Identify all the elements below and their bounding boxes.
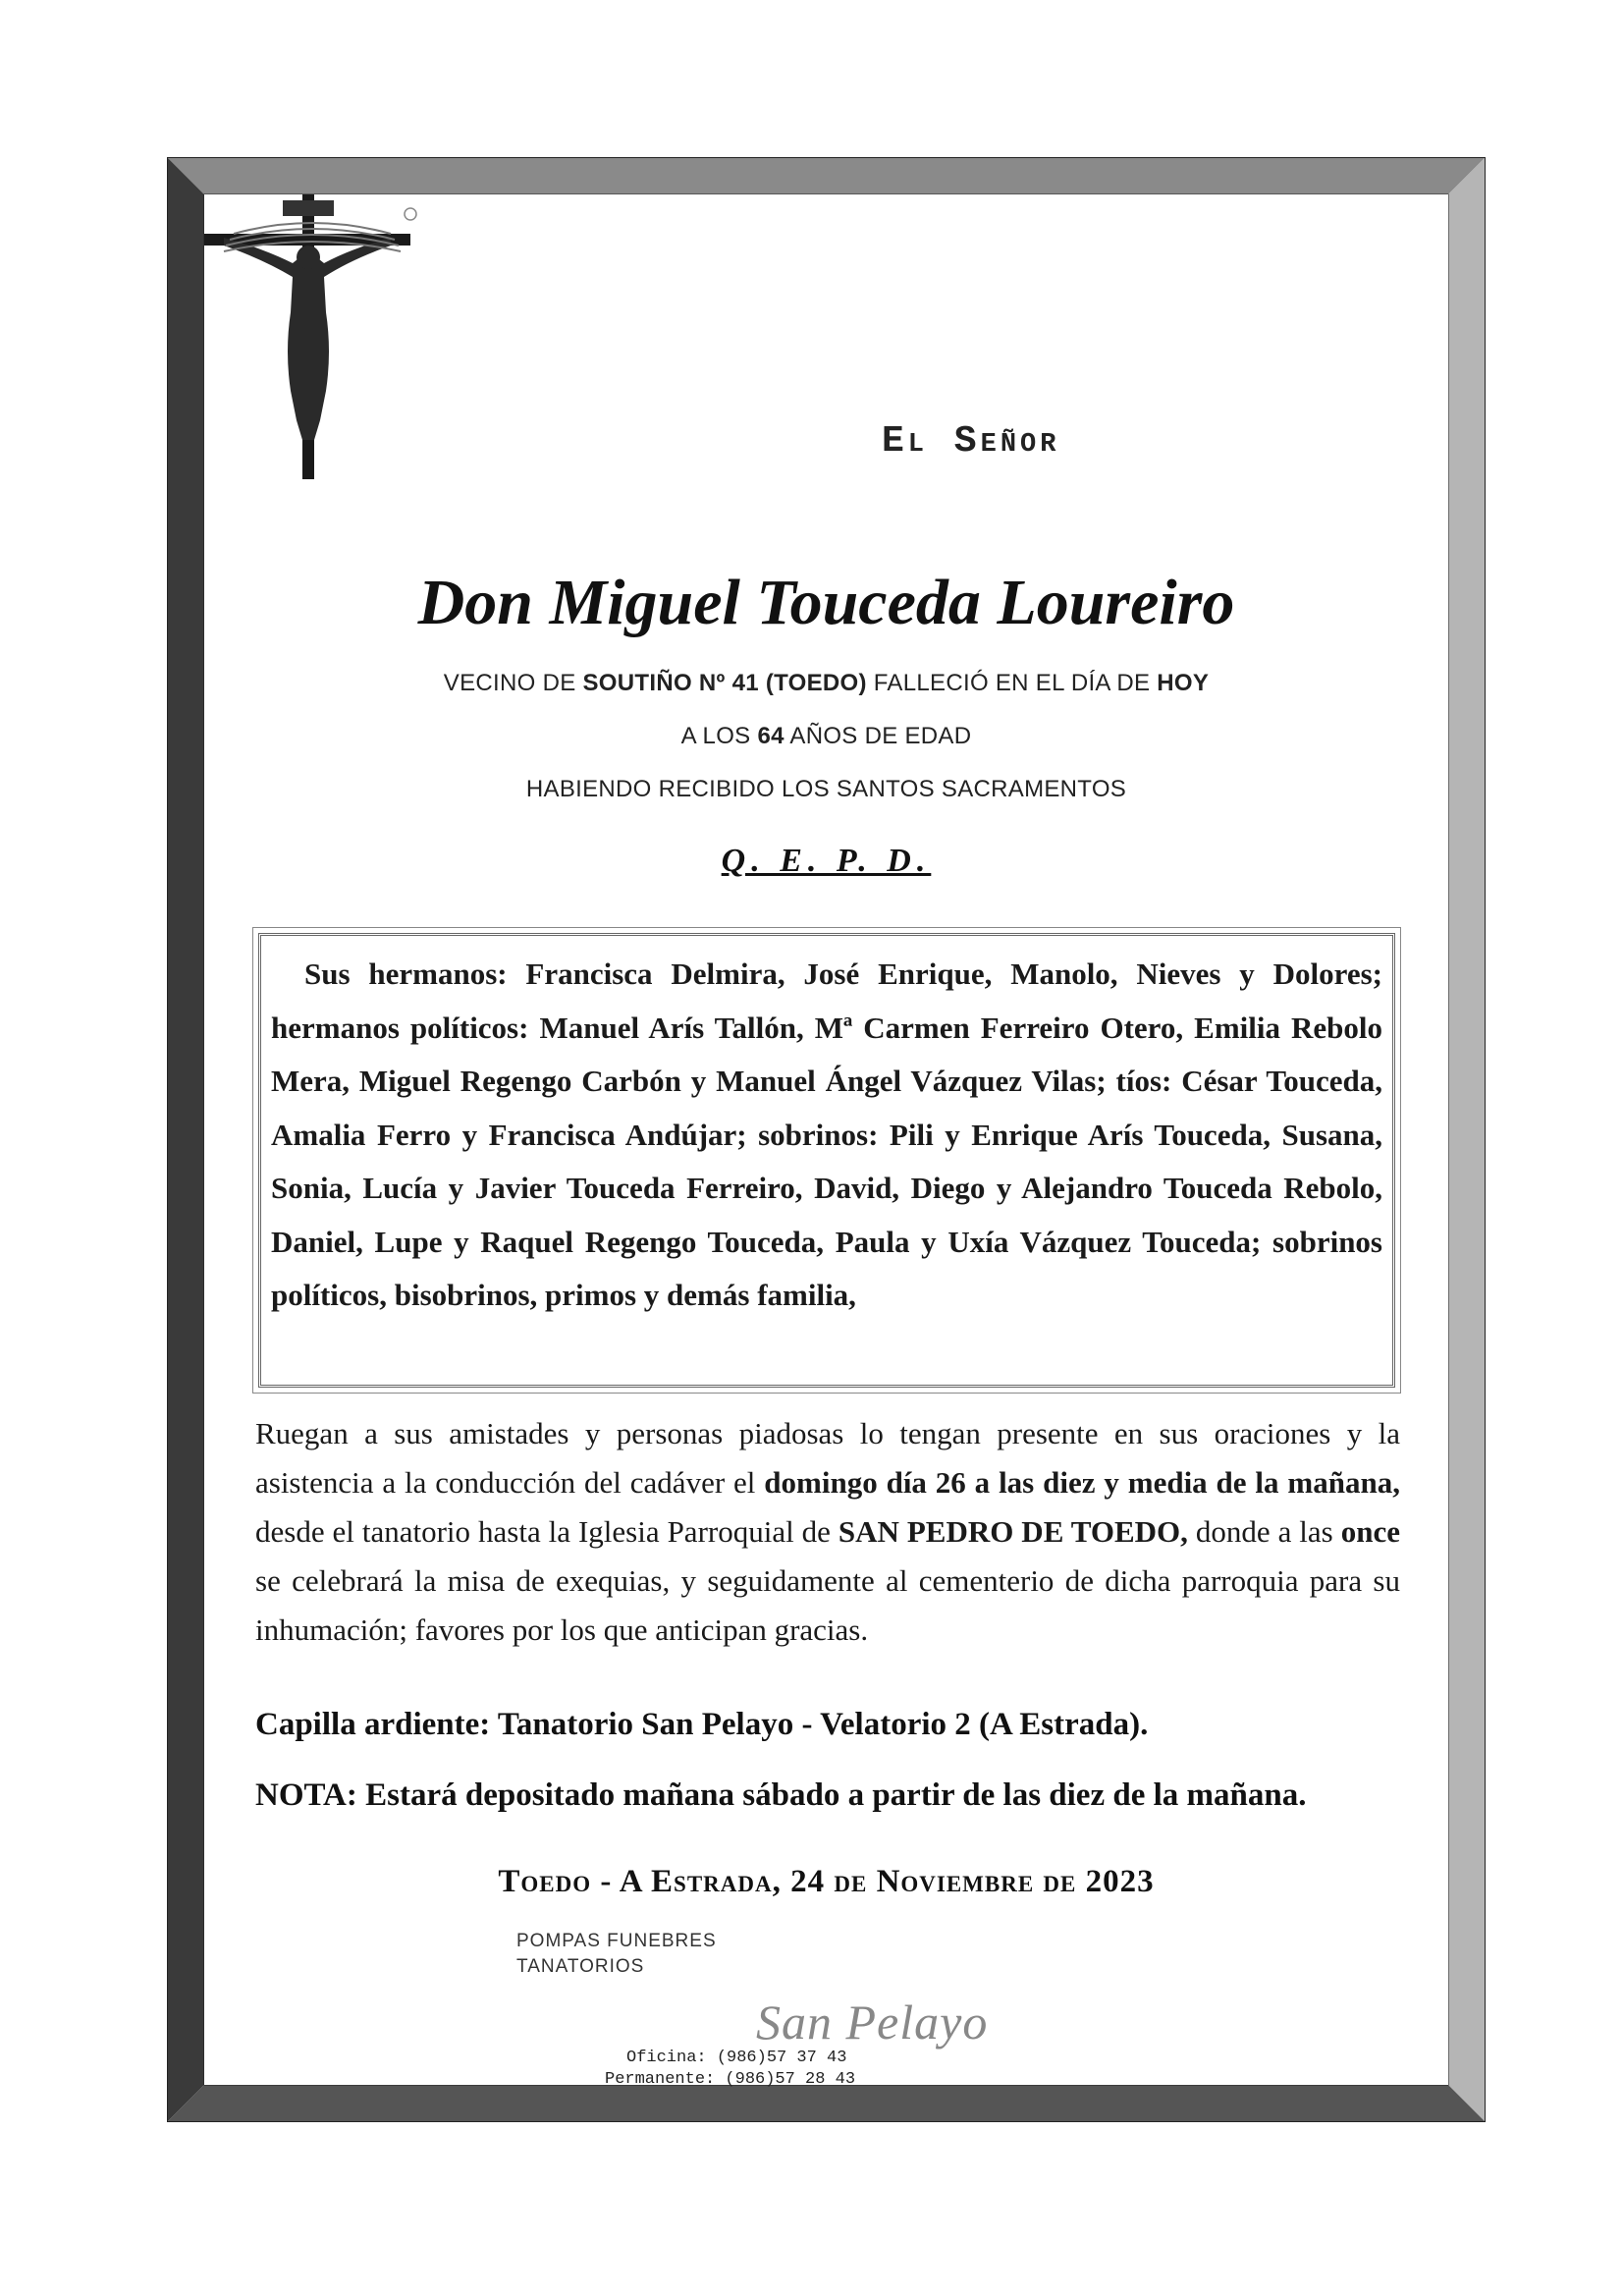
permanent-phone: Permanente: (986)57 28 43 [605, 2070, 856, 2089]
place-date: Toedo - A Estrada, 24 de Noviembre de 2023 [498, 1864, 1155, 1899]
funeral-home-label-1: POMPAS FUNEBRES [516, 1931, 717, 1951]
notice-content [204, 194, 1448, 2089]
funeral-home-label-2: TANATORIOS [516, 1956, 645, 1977]
chapel-info: Capilla ardiente: Tanatorio San Pelayo - Velatorio 2 (A Estrada). [255, 1707, 1149, 1742]
qepd-abbreviation: Q. E. P. D. [721, 843, 932, 879]
logo-text: San Pelayo [756, 1995, 989, 2050]
note: NOTA: Estará depositado mañana sábado a partir de las diez de la mañana. [255, 1777, 1307, 1813]
honorific: El Señor [882, 420, 1060, 463]
funeral-request: Ruegan a sus amistades y personas piadosas lo tengan presente en sus oraciones y la asistencia a la conducción del cadáver el domingo día 26 a las diez y media de la mañana, desde el tanatorio hasta la Iglesia Parroquial de SAN PEDRO DE TOEDO, donde a las once se celebrará la misa de exequias, y seguidamente al cementerio de dicha parroquia para su inhumación; favores por los que anticipan gracias. [255, 1416, 1400, 1647]
deceased-name: Don Miguel Touceda Loureiro [417, 567, 1235, 638]
family-box [258, 933, 1395, 1388]
san-pelayo-logo [204, 194, 430, 302]
info-line-sacraments: HABIENDO RECIBIDO LOS SANTOS SACRAMENTOS [525, 776, 1127, 802]
mourning-frame [167, 157, 1486, 2122]
family-list: Sus hermanos: Francisca Delmira, José Enrique, Manolo, Nieves y Dolores; hermanos políticos: Manuel Arís Tallón, Mª Carmen Ferreiro Otero, Emilia Rebolo Mera, Miguel Regengo Carbón y Manuel Ángel Vázquez Vilas; tíos: César Touceda, Amalia Ferro y Francisca Andújar; sobrinos: Pili y Enrique Arís Touceda, Susana, Sonia, Lucía y Javier Touceda Ferreiro, David, Diego y Alejandro Touceda Rebolo, Daniel, Lupe y Raquel Regengo Touceda, Paula y Uxía Vázquez Touceda; sobrinos políticos, bisobrinos, primos y demás familia, [271, 957, 1382, 1312]
office-phone: Oficina: (986)57 37 43 [626, 2049, 847, 2067]
info-line-residence: VECINO DE SOUTIÑO Nº 41 (TOEDO) FALLECIÓ EN EL DÍA DE HOY [443, 670, 1210, 696]
info-line-age: A LOS 64 AÑOS DE EDAD [680, 723, 972, 749]
